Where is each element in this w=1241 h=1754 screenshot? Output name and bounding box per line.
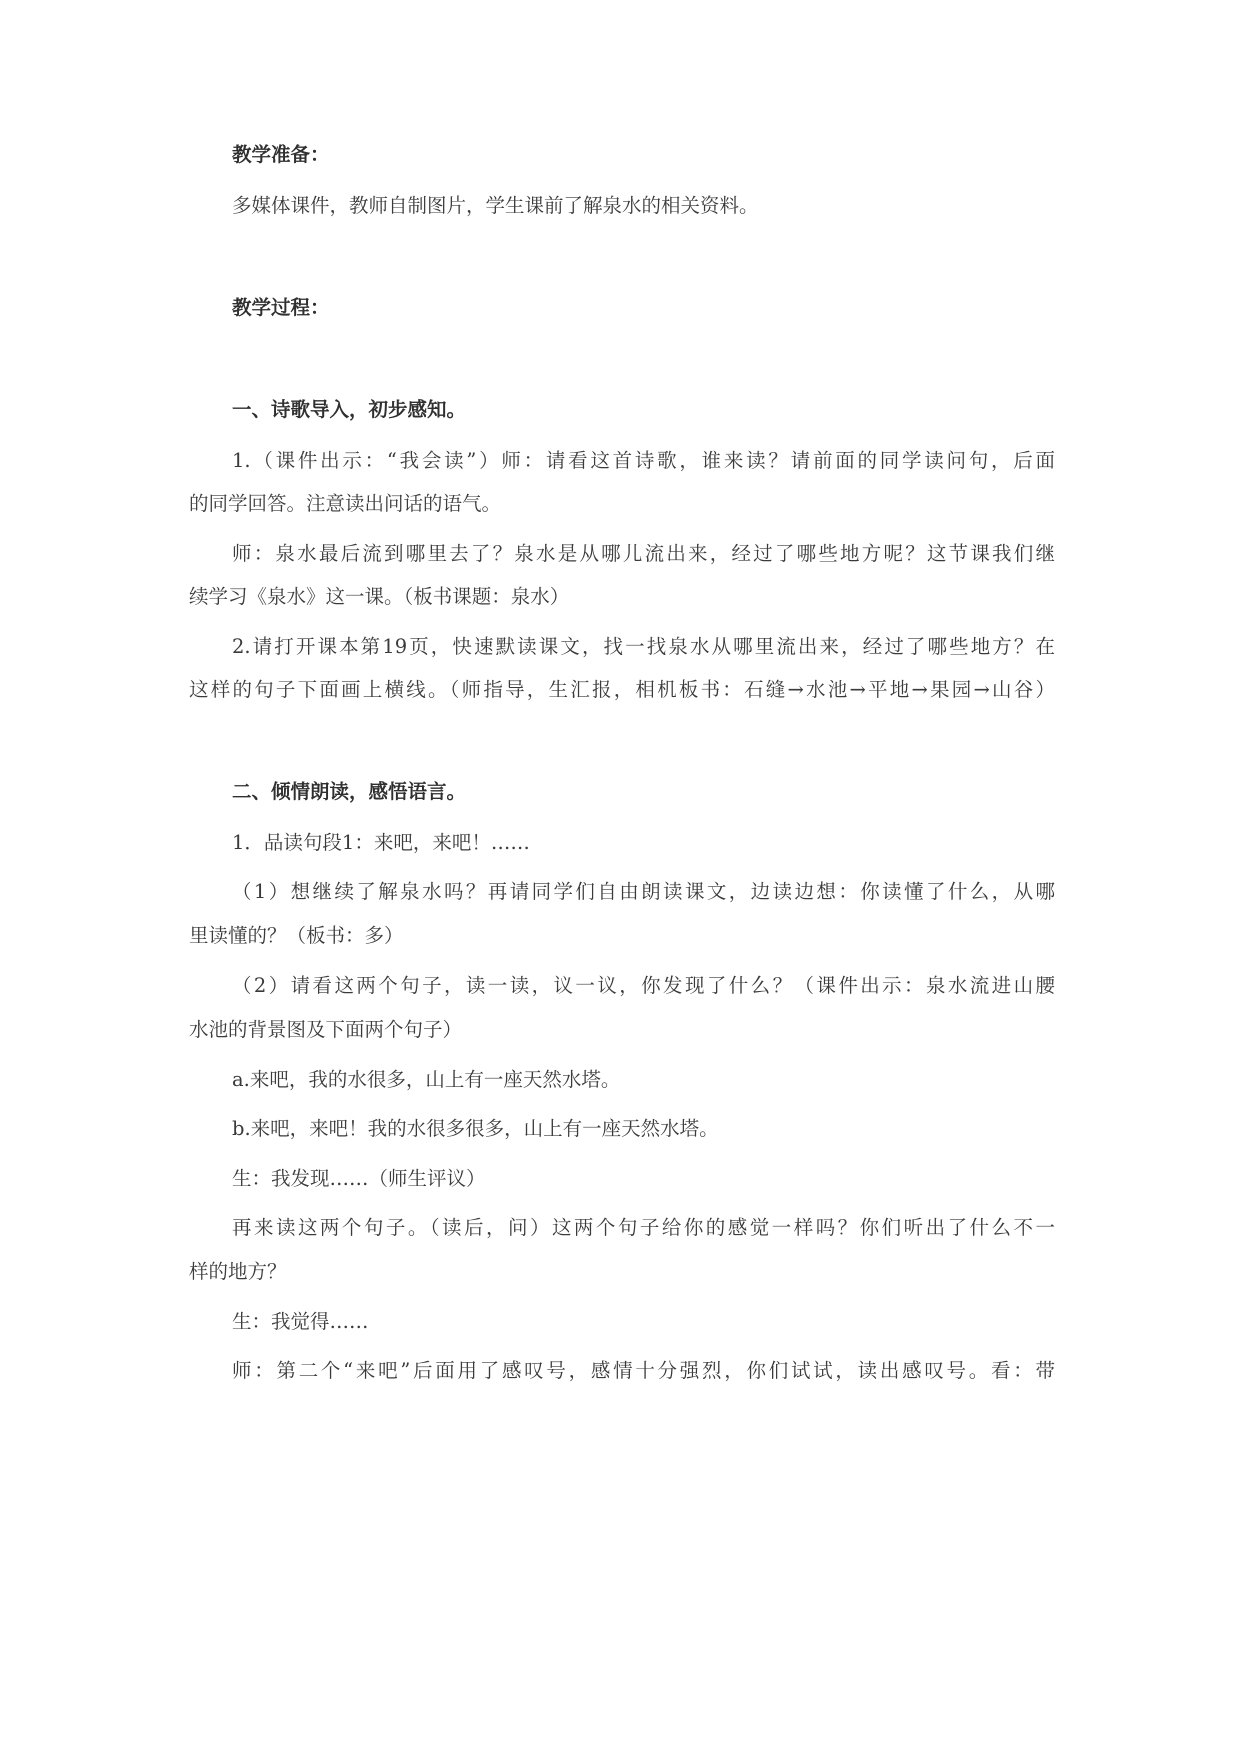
section2-paragraph4-line2: 样的地方？	[189, 1260, 287, 1283]
student-response-2: 生：我觉得……	[232, 1310, 369, 1333]
section1-paragraph2-line2: 续学习《泉水》这一课。（板书课题：泉水）	[189, 585, 570, 608]
section2-paragraph4-line1: 再来读这两个句子。（读后，问）这两个句子给你的感觉一样吗？你们听出了什么不一	[232, 1216, 1055, 1239]
section2-paragraph1: 1．品读句段1：来吧，来吧！……	[232, 831, 530, 854]
sentence-b: b.来吧，来吧！我的水很多很多，山上有一座天然水塔。	[232, 1117, 719, 1140]
teacher-statement: 师：第二个“来吧”后面用了感叹号，感情十分强烈，你们试试，读出感叹号。看：带	[232, 1359, 1055, 1382]
section2-heading: 二、倾情朗读，感悟语言。	[232, 780, 467, 803]
process-heading: 教学过程：	[232, 296, 330, 319]
section1-paragraph3-line2: 这样的句子下面画上横线。（师指导，生汇报，相机板书：石缝→水池→平地→果园→山谷）	[189, 678, 1055, 701]
section1-paragraph3-line1: 2.请打开课本第19页，快速默读课文，找一找泉水从哪里流出来，经过了哪些地方？在	[232, 635, 1055, 658]
section2-paragraph2-line2: 里读懂的？（板书：多）	[189, 924, 404, 947]
student-response-1: 生：我发现……（师生评议）	[232, 1167, 486, 1190]
prep-heading: 教学准备：	[232, 143, 330, 166]
section2-paragraph2-line1: （1）想继续了解泉水吗？再请同学们自由朗读课文，边读边想：你读懂了什么，从哪	[232, 880, 1055, 903]
section1-paragraph1-line2: 的同学回答。注意读出问话的语气。	[189, 492, 502, 515]
section1-paragraph1-line1: 1.（课件出示：“我会读”）师：请看这首诗歌，谁来读？请前面的同学读问句，后面	[232, 449, 1055, 472]
section1-heading: 一、诗歌导入，初步感知。	[232, 398, 467, 421]
sentence-a: a.来吧，我的水很多，山上有一座天然水塔。	[232, 1068, 621, 1091]
prep-text: 多媒体课件，教师自制图片，学生课前了解泉水的相关资料。	[232, 194, 759, 217]
section1-paragraph2-line1: 师：泉水最后流到哪里去了？泉水是从哪儿流出来，经过了哪些地方呢？这节课我们继	[232, 542, 1055, 565]
section2-paragraph3-line1: （2）请看这两个句子，读一读，议一议，你发现了什么？（课件出示：泉水流进山腰	[232, 974, 1055, 997]
section2-paragraph3-line2: 水池的背景图及下面两个句子）	[189, 1018, 463, 1041]
